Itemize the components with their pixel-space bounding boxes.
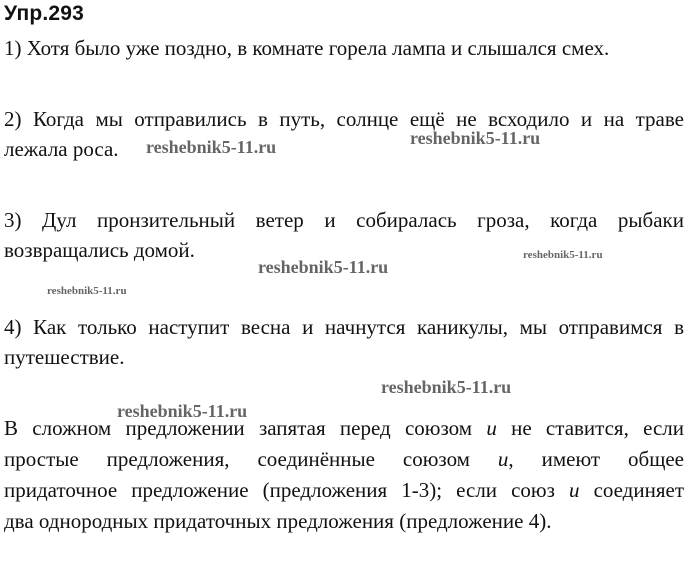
rule-l2-b: имеют общее (541, 447, 685, 471)
sentence-3-line-2: возвращались домой. (4, 238, 195, 262)
rule-l3-b: соединяет (593, 478, 685, 502)
exercise-title: Упр.293 (4, 2, 85, 25)
watermark-2: reshebnik5-11.ru (410, 128, 541, 148)
watermark-4: reshebnik5-11.ru (523, 249, 603, 261)
sentence-4-line-2: путешествие. (4, 345, 125, 369)
rule-l2-a: простые предложения, соединённые союзом (4, 447, 470, 471)
watermark-7: reshebnik5-11.ru (117, 401, 248, 421)
rule-l1-a: В сложном предложении запятая перед союзом (4, 416, 473, 440)
rule-line-1 (4, 413, 684, 443)
rule-line-3 (4, 475, 684, 505)
sentence-3-line-1: 3) Дул пронзительный ветер и собиралась гроза, когда рыбаки (4, 208, 684, 232)
sentence-1: 1) Хотя было уже поздно, в комнате горела лампа и слышался смех. (4, 36, 610, 60)
watermark-3: reshebnik5-11.ru (258, 257, 389, 277)
sentence-4-line-1: 4) Как только наступит весна и начнутся каникулы, мы отправимся в (4, 315, 684, 339)
watermark-1: reshebnik5-11.ru (146, 137, 277, 157)
rule-conjunction-2-wrap (498, 447, 514, 471)
rule-l1-b: не ставится, если (511, 416, 684, 440)
watermark-5: reshebnik5-11.ru (47, 285, 127, 297)
rule-line-4: два однородных придаточных предложения (предложение 4). (4, 509, 552, 533)
sentence-2-line-1: 2) Когда мы отправились в путь, солнце ещё не всходило и на траве (4, 107, 684, 131)
rule-l3-a: придаточное предложение (предложения 1-3); если союз (4, 478, 555, 502)
rule-conjunction-2: и (497, 447, 509, 471)
rule-line-2 (4, 444, 684, 474)
rule-conjunction-3: и (568, 478, 580, 502)
sentence-2-line-2: лежала роса. (4, 137, 119, 161)
rule-l2-comma: , (508, 447, 514, 471)
rule-conjunction-1: и (486, 416, 497, 440)
watermark-6: reshebnik5-11.ru (381, 377, 512, 397)
